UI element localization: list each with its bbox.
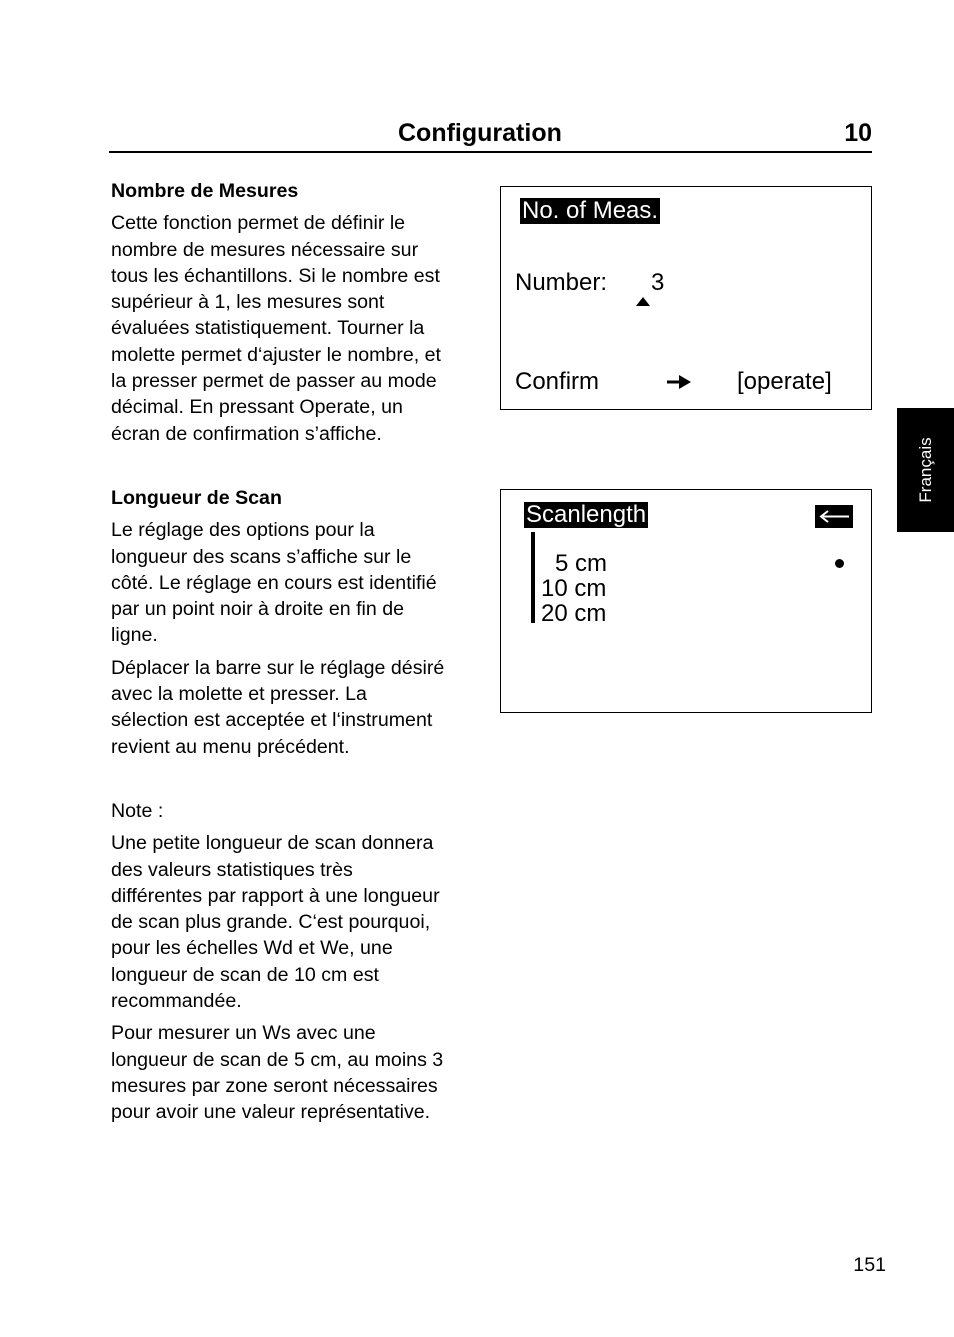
chapter-title: Configuration bbox=[398, 119, 562, 147]
device-screen-scanlength bbox=[500, 489, 872, 713]
paragraph-line: revient au menu précédent. bbox=[111, 735, 350, 758]
paragraph-line: tous les échantillons. Si le nombre est bbox=[111, 264, 440, 287]
paragraph-line: sélection est acceptée et l‘instrument bbox=[111, 709, 433, 732]
paragraph-line: différentes par rapport à une longueur bbox=[111, 884, 440, 907]
language-side-tab bbox=[897, 408, 954, 532]
device-screen-number-of-measurements bbox=[500, 186, 872, 410]
number-label: Number: bbox=[515, 269, 608, 296]
page-number: 151 bbox=[853, 1254, 886, 1276]
operate-label: [operate] bbox=[737, 368, 832, 395]
paragraph-line: ligne. bbox=[111, 624, 158, 647]
paragraph-line: mesures par zone seront nécessaires bbox=[111, 1074, 438, 1097]
paragraph-line: supérieur à 1, les mesures sont bbox=[111, 291, 385, 314]
language-label: Français bbox=[915, 437, 935, 503]
paragraph-line: par un point noir à droite en fin de bbox=[111, 598, 405, 621]
scanlength-option: 20 cm bbox=[541, 600, 607, 627]
paragraph-line: longueur des scans s’affiche sur le bbox=[111, 545, 412, 568]
paragraph-line: des valeurs statistiques très bbox=[111, 858, 353, 881]
paragraph-line: côté. Le réglage en cours est identifié bbox=[111, 571, 437, 594]
paragraph-line: nombre de mesures nécessaire sur bbox=[111, 238, 419, 261]
caret-up-icon bbox=[636, 297, 650, 306]
back-arrow-icon bbox=[815, 505, 853, 528]
paragraph-line: écran de confirmation s’affiche. bbox=[111, 422, 382, 445]
arrow-right-icon bbox=[667, 373, 691, 391]
paragraph-line: longueur de scan de 5 cm, au moins 3 bbox=[111, 1048, 444, 1071]
paragraph-line: Cette fonction permet de définir le bbox=[111, 212, 406, 235]
paragraph-line: décimal. En pressant Operate, un bbox=[111, 396, 403, 419]
screen-title: No. of Meas. bbox=[522, 197, 659, 224]
paragraph-line: Déplacer la barre sur le réglage désiré bbox=[111, 656, 445, 679]
number-value: 3 bbox=[651, 269, 665, 296]
section-longueur-de-scan bbox=[111, 485, 483, 760]
paragraph-line: de scan plus grande. C‘est pourquoi, bbox=[111, 911, 431, 934]
confirm-label: Confirm bbox=[515, 368, 600, 395]
paragraph-line: pour les échelles Wd et We, une bbox=[111, 937, 393, 960]
paragraph-line: recommandée. bbox=[111, 990, 242, 1013]
scanlength-option: 10 cm bbox=[541, 575, 607, 602]
paragraph-line: avec la molette et presser. La bbox=[111, 683, 367, 706]
selected-dot-icon bbox=[835, 559, 844, 568]
section-nombre-de-mesures bbox=[111, 178, 483, 447]
section-heading: Nombre de Mesures bbox=[111, 180, 299, 202]
paragraph-line: évaluées statistiquement. Tourner la bbox=[111, 317, 425, 340]
paragraph-line: Une petite longueur de scan donnera bbox=[111, 832, 434, 855]
paragraph-line: la presser permet de passer au mode bbox=[111, 370, 437, 393]
paragraph-line: pour avoir une valeur représentative. bbox=[111, 1101, 431, 1124]
paragraph-line: Le réglage des options pour la bbox=[111, 519, 375, 542]
screen-title: Scanlength bbox=[526, 501, 647, 528]
paragraph-line: molette permet d‘ajuster le nombre, et bbox=[111, 343, 441, 366]
chapter-number: 10 bbox=[844, 119, 872, 147]
header-rule bbox=[109, 151, 872, 153]
scanlength-option: 5 cm bbox=[555, 550, 608, 577]
note-section bbox=[111, 798, 483, 1126]
paragraph-line: Pour mesurer un Ws avec une bbox=[111, 1022, 376, 1045]
note-label: Note : bbox=[111, 800, 164, 822]
section-heading: Longueur de Scan bbox=[111, 487, 282, 509]
selection-bar bbox=[531, 532, 535, 623]
paragraph-line: longueur de scan de 10 cm est bbox=[111, 963, 379, 986]
